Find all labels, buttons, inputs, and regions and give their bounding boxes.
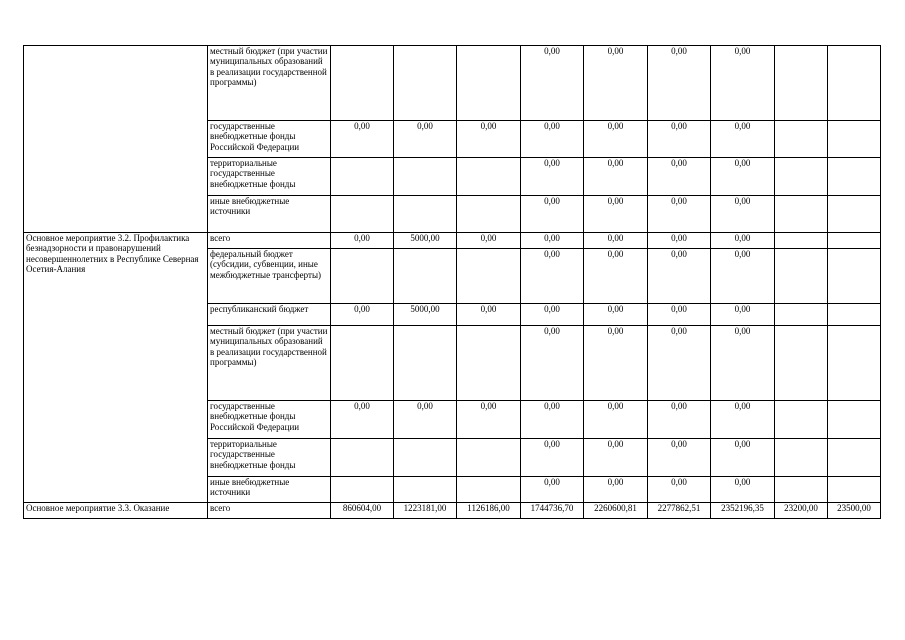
value-cell: 0,00 [711, 477, 775, 503]
value-cell [828, 121, 881, 158]
value-cell: 0,00 [648, 121, 711, 158]
value-cell [775, 46, 828, 121]
value-cell [331, 439, 394, 477]
value-cell [828, 401, 881, 439]
value-cell [331, 158, 394, 196]
value-cell: 0,00 [521, 304, 584, 326]
value-cell [331, 326, 394, 401]
funding-source-cell: иные внебюджетные источники [208, 477, 331, 503]
value-cell: 0,00 [711, 439, 775, 477]
value-cell: 0,00 [394, 121, 457, 158]
value-cell [331, 477, 394, 503]
value-cell: 5000,00 [394, 233, 457, 249]
funding-source-cell: всего [208, 503, 331, 519]
value-cell: 0,00 [521, 46, 584, 121]
value-cell: 0,00 [711, 401, 775, 439]
value-cell [394, 196, 457, 233]
value-cell [457, 46, 521, 121]
value-cell: 23500,00 [828, 503, 881, 519]
value-cell [457, 158, 521, 196]
value-cell: 2352196,35 [711, 503, 775, 519]
value-cell: 0,00 [331, 401, 394, 439]
activity-cell [24, 46, 208, 233]
funding-source-cell: местный бюджет (при участии муниципальных образований в реализации государственной программы) [208, 46, 331, 121]
value-cell: 0,00 [521, 121, 584, 158]
value-cell: 0,00 [711, 196, 775, 233]
budget-table [23, 45, 881, 519]
value-cell: 0,00 [457, 304, 521, 326]
value-cell [331, 46, 394, 121]
value-cell: 0,00 [521, 158, 584, 196]
value-cell [457, 439, 521, 477]
value-cell: 23200,00 [775, 503, 828, 519]
funding-source-cell: государственные внебюджетные фонды Российской Федерации [208, 401, 331, 439]
value-cell [775, 249, 828, 304]
value-cell [828, 326, 881, 401]
value-cell: 0,00 [648, 158, 711, 196]
funding-source-cell: территориальные государственные внебюджетные фонды [208, 439, 331, 477]
value-cell: 0,00 [521, 249, 584, 304]
funding-source-cell: местный бюджет (при участии муниципальных образований в реализации государственной программы) [208, 326, 331, 401]
value-cell: 0,00 [648, 401, 711, 439]
value-cell [394, 46, 457, 121]
table-row [24, 46, 881, 121]
value-cell [828, 196, 881, 233]
table-body [24, 46, 881, 519]
value-cell [775, 233, 828, 249]
value-cell: 0,00 [457, 401, 521, 439]
value-cell [828, 46, 881, 121]
value-cell [828, 249, 881, 304]
value-cell [457, 196, 521, 233]
value-cell: 0,00 [394, 401, 457, 439]
value-cell: 0,00 [584, 158, 648, 196]
value-cell: 0,00 [648, 196, 711, 233]
value-cell: 0,00 [584, 46, 648, 121]
value-cell: 0,00 [457, 233, 521, 249]
value-cell: 5000,00 [394, 304, 457, 326]
value-cell: 0,00 [584, 401, 648, 439]
value-cell [394, 326, 457, 401]
funding-source-cell: всего [208, 233, 331, 249]
value-cell [457, 477, 521, 503]
value-cell: 0,00 [711, 121, 775, 158]
activity-cell: Основное мероприятие 3.3. Оказание [24, 503, 208, 519]
value-cell [828, 304, 881, 326]
value-cell: 0,00 [331, 121, 394, 158]
value-cell: 0,00 [584, 233, 648, 249]
value-cell: 0,00 [711, 158, 775, 196]
value-cell: 1126186,00 [457, 503, 521, 519]
value-cell: 0,00 [711, 326, 775, 401]
value-cell [828, 158, 881, 196]
value-cell: 1744736,70 [521, 503, 584, 519]
value-cell: 2260600,81 [584, 503, 648, 519]
value-cell [828, 233, 881, 249]
value-cell: 0,00 [457, 121, 521, 158]
value-cell: 0,00 [648, 439, 711, 477]
table-row [24, 503, 881, 519]
value-cell [394, 249, 457, 304]
value-cell: 0,00 [584, 121, 648, 158]
value-cell: 0,00 [584, 477, 648, 503]
funding-source-cell: государственные внебюджетные фонды Российской Федерации [208, 121, 331, 158]
value-cell: 0,00 [521, 477, 584, 503]
activity-cell: Основное мероприятие 3.2. Профилактика безнадзорности и правонарушений несовершеннолетних в Республике Северная Осетия-Алания [24, 233, 208, 503]
value-cell: 860604,00 [331, 503, 394, 519]
value-cell: 0,00 [711, 304, 775, 326]
value-cell [828, 477, 881, 503]
value-cell: 2277862,51 [648, 503, 711, 519]
value-cell: 0,00 [711, 233, 775, 249]
value-cell: 0,00 [711, 46, 775, 121]
value-cell: 0,00 [521, 233, 584, 249]
value-cell [775, 196, 828, 233]
value-cell [775, 304, 828, 326]
value-cell: 0,00 [584, 249, 648, 304]
value-cell [331, 249, 394, 304]
value-cell: 0,00 [648, 233, 711, 249]
value-cell: 0,00 [521, 439, 584, 477]
value-cell: 0,00 [648, 326, 711, 401]
value-cell: 0,00 [711, 249, 775, 304]
value-cell [775, 326, 828, 401]
funding-source-cell: территориальные государственные внебюджетные фонды [208, 158, 331, 196]
value-cell [775, 158, 828, 196]
table-row [24, 233, 881, 249]
value-cell: 1223181,00 [394, 503, 457, 519]
value-cell: 0,00 [648, 477, 711, 503]
value-cell: 0,00 [648, 304, 711, 326]
value-cell: 0,00 [331, 233, 394, 249]
value-cell: 0,00 [584, 304, 648, 326]
funding-source-cell: республиканский бюджет [208, 304, 331, 326]
value-cell [457, 326, 521, 401]
value-cell [775, 401, 828, 439]
value-cell [394, 439, 457, 477]
value-cell: 0,00 [584, 326, 648, 401]
value-cell: 0,00 [331, 304, 394, 326]
value-cell [775, 439, 828, 477]
value-cell: 0,00 [584, 439, 648, 477]
value-cell [828, 439, 881, 477]
funding-source-cell: федеральный бюджет (субсидии, субвенции, иные межбюджетные трансферты) [208, 249, 331, 304]
value-cell [394, 158, 457, 196]
funding-source-cell: иные внебюджетные источники [208, 196, 331, 233]
value-cell [775, 477, 828, 503]
value-cell: 0,00 [521, 326, 584, 401]
value-cell: 0,00 [584, 196, 648, 233]
value-cell [457, 249, 521, 304]
value-cell [394, 477, 457, 503]
value-cell [331, 196, 394, 233]
value-cell: 0,00 [648, 46, 711, 121]
value-cell: 0,00 [521, 401, 584, 439]
value-cell: 0,00 [521, 196, 584, 233]
value-cell: 0,00 [648, 249, 711, 304]
value-cell [775, 121, 828, 158]
